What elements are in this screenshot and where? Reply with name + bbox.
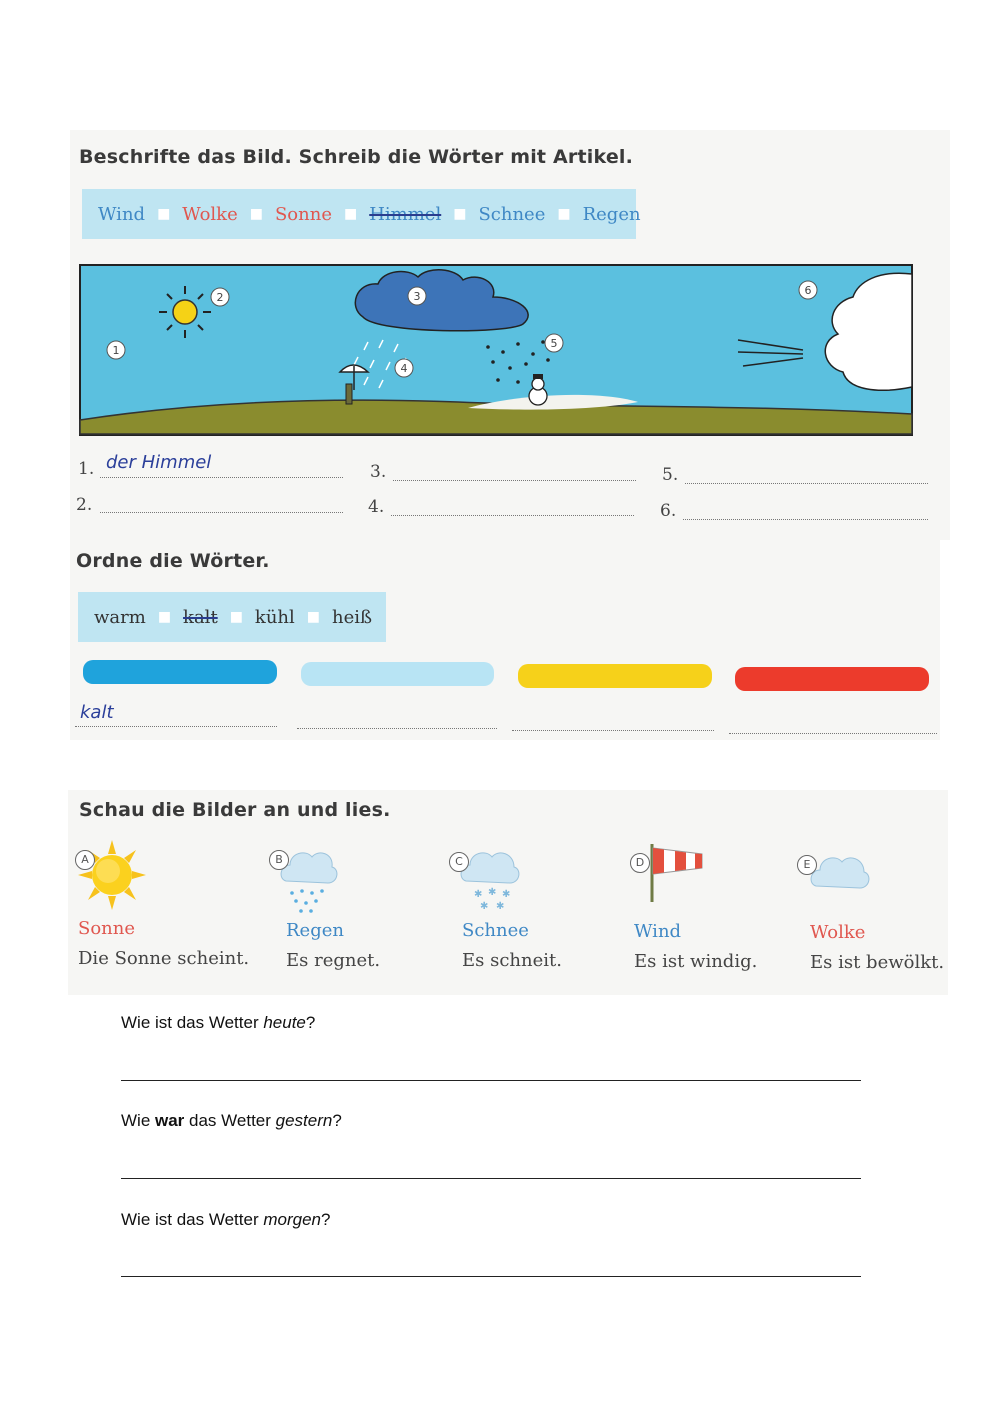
blank-number-3: 3.: [370, 462, 387, 482]
separator-icon: ■: [157, 206, 171, 222]
word-sonne: Sonne: [274, 203, 332, 225]
answer-line-morgen[interactable]: [121, 1276, 861, 1277]
snow-cloud-icon: [458, 843, 522, 915]
blank-number-6: 6.: [660, 501, 677, 521]
word-warm: warm: [94, 606, 146, 628]
answer-line-heute[interactable]: [121, 1080, 861, 1081]
item-letter-b: B: [269, 850, 289, 870]
word-wind: Wind: [98, 203, 146, 225]
task1-word-box: [82, 189, 641, 239]
item-sentence-wolke: Es ist bewölkt.: [810, 952, 945, 973]
blank-line-2[interactable]: [100, 512, 343, 513]
task3-title: Schau die Bilder an und lies.: [79, 799, 391, 821]
blank-line-5[interactable]: [685, 483, 928, 484]
word-kalt: kalt: [183, 606, 218, 628]
blank-number-5: 5.: [662, 465, 679, 485]
blank-line-1[interactable]: [100, 477, 343, 478]
separator-icon: ■: [229, 609, 243, 625]
task2-word-box: [78, 592, 386, 642]
svg-text:✱: ✱: [480, 901, 489, 912]
blank-number-1: 1.: [78, 459, 95, 479]
bar-line-cool[interactable]: [297, 728, 497, 729]
item-label-sonne: Sonne: [78, 918, 136, 939]
separator-icon: ■: [557, 206, 571, 222]
separator-icon: ■: [343, 206, 358, 222]
word-himmel: Himmel: [369, 203, 442, 225]
bar-line-hot[interactable]: [729, 733, 937, 734]
blank-answer-1: der Himmel: [106, 452, 212, 473]
picture-number-5: 5: [550, 337, 558, 350]
blank-line-3[interactable]: [393, 480, 636, 481]
bar-answer-cold: kalt: [80, 702, 114, 723]
task1-title: Beschrifte das Bild. Schreib die Wörter mit Artikel.: [79, 146, 634, 168]
temperature-bar-hot: [735, 667, 929, 691]
blank-number-4: 4.: [368, 497, 385, 517]
svg-text:✱: ✱: [496, 901, 505, 912]
temperature-bar-cold: [83, 660, 277, 684]
item-letter-c: C: [449, 852, 469, 872]
word-kuehl: kühl: [254, 606, 295, 628]
item-sentence-sonne: Die Sonne scheint.: [78, 948, 250, 969]
item-label-schnee: Schnee: [462, 920, 529, 941]
item-sentence-wind: Es ist windig.: [634, 951, 758, 972]
word-schnee: Schnee: [478, 203, 546, 225]
separator-icon: ■: [453, 206, 467, 222]
temperature-bar-warm: [518, 664, 712, 688]
separator-icon: ■: [157, 609, 172, 625]
item-label-wolke: Wolke: [810, 922, 866, 943]
answer-line-gestern[interactable]: [121, 1178, 861, 1179]
word-heiss: heiß: [332, 606, 373, 628]
svg-text:✱: ✱: [502, 889, 511, 900]
question-heute: Wie ist das Wetter heute?: [121, 1013, 316, 1032]
separator-icon: ■: [306, 609, 321, 625]
bar-line-cold[interactable]: [75, 726, 277, 727]
temperature-bar-cool: [301, 662, 494, 686]
item-letter-e: E: [797, 855, 817, 875]
blank-line-4[interactable]: [391, 515, 634, 516]
cloud-icon: [808, 846, 870, 892]
word-wolke: Wolke: [182, 203, 238, 225]
windsock-icon: [640, 842, 706, 904]
item-sentence-schnee: Es schneit.: [462, 950, 562, 971]
svg-text:✱: ✱: [488, 887, 497, 898]
item-label-regen: Regen: [286, 920, 344, 941]
question-morgen: Wie ist das Wetter morgen?: [121, 1210, 331, 1229]
separator-icon: ■: [249, 206, 263, 222]
weather-scene-illustration: [78, 262, 914, 438]
item-sentence-regen: Es regnet.: [286, 950, 381, 971]
question-gestern: Wie war das Wetter gestern?: [121, 1111, 342, 1130]
item-letter-a: A: [75, 850, 95, 870]
item-letter-d: D: [630, 853, 650, 873]
item-label-wind: Wind: [634, 921, 682, 942]
picture-number-1: 1: [112, 344, 120, 357]
blank-number-2: 2.: [76, 495, 93, 515]
picture-number-2: 2: [216, 291, 224, 304]
svg-text:✱: ✱: [474, 889, 483, 900]
picture-number-6: 6: [804, 284, 812, 297]
task2-title: Ordne die Wörter.: [76, 550, 270, 572]
bar-line-warm[interactable]: [512, 730, 714, 731]
word-regen: Regen: [582, 203, 641, 225]
picture-number-3: 3: [413, 290, 421, 303]
picture-number-4: 4: [400, 362, 408, 375]
blank-line-6[interactable]: [683, 519, 928, 520]
